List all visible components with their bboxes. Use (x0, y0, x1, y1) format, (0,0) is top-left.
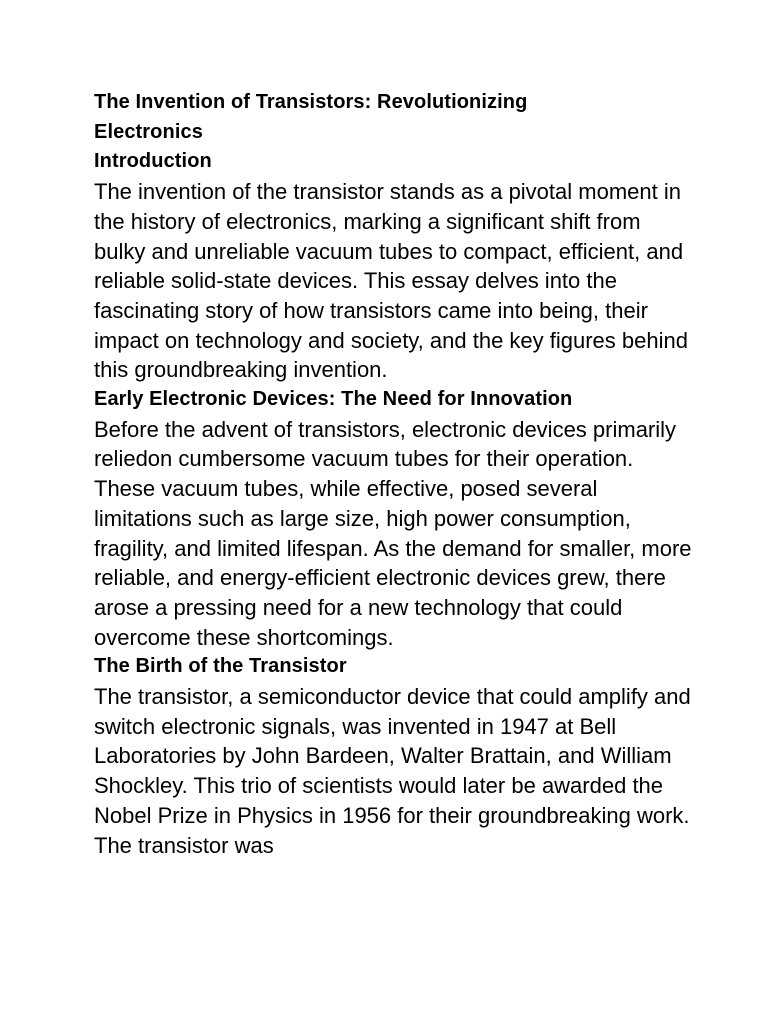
section-body-introduction: The invention of the transistor stands as a pivotal moment in the history of electronics, marking a significant shift from bulky and unreliable vacuum tubes to compact, efficient, and reliable solid-state devices. This essay delves into the fascinating story of how transistors came into being, their impact on technology and society, and the key figures behind this groundbreaking invention. (94, 179, 688, 383)
section-body-birth-of-transistor: The transistor, a semiconductor device that could amplify and switch electronic signals, was invented in 1947 at Bell Laboratories by John Bardeen, Walter Brattain, and William Shockley. This trio of scientists would later be awarded the Nobel Prize in Physics in 1956 for their groundbreaking work. The transistor was (94, 684, 691, 858)
section-body-early-devices: Before the advent of transistors, electronic devices primarily reliedon cumbersome vacuum tubes for their operation. These vacuum tubes, while effective, posed several limitations such as large size, high power consumption, fragility, and limited lifespan. As the demand for smaller, more reliable, and energy-efficient electronic devices grew, there arose a pressing need for a new technology that could overcome these shortcomings. (94, 416, 692, 650)
section-heading-birth-of-transistor: The Birth of the Transistor (94, 655, 347, 678)
document-title: The Invention of Transistors: Revolutionizing Electronics (94, 91, 528, 143)
document-page (94, 88, 694, 860)
section-heading-introduction: Introduction (94, 150, 212, 173)
section-heading-early-devices: Early Electronic Devices: The Need for Innovation (94, 388, 573, 411)
